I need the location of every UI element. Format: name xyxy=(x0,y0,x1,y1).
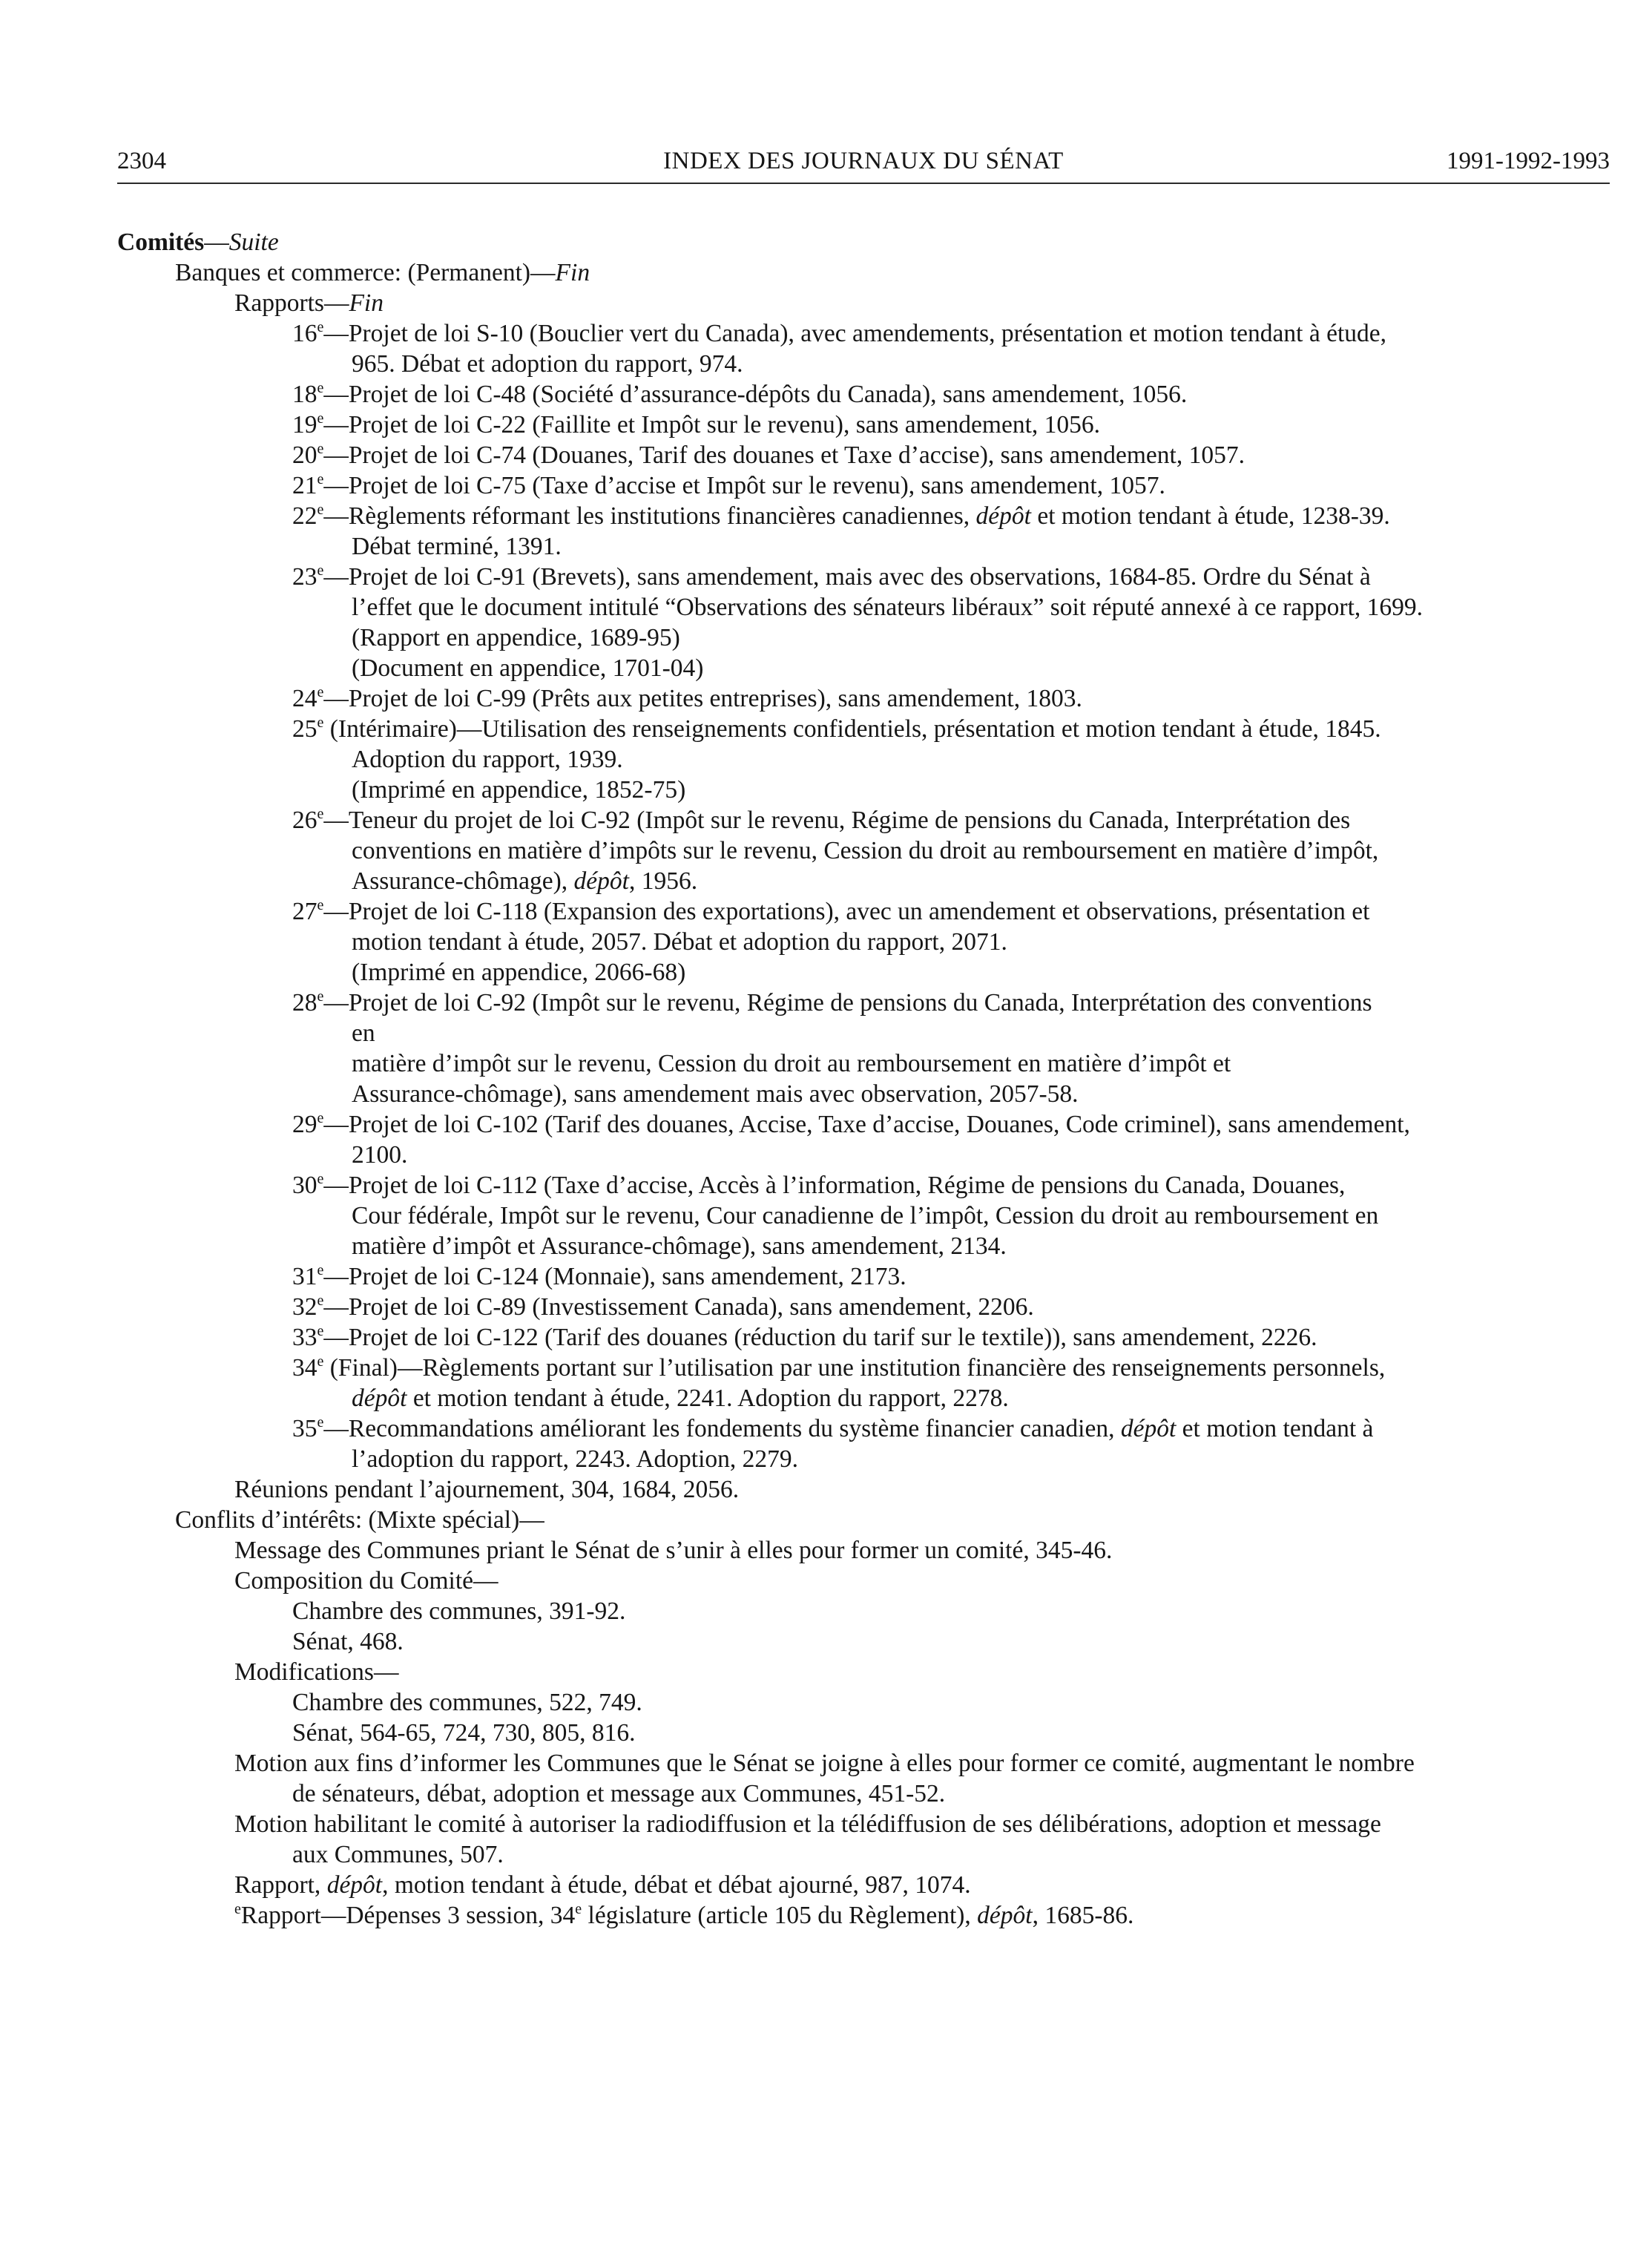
entry-text: Rapport—Dépenses 3 xyxy=(240,1902,460,1929)
index-line xyxy=(117,1505,1619,1535)
ordinal-suffix: e xyxy=(317,988,324,1005)
ordinal-suffix: e xyxy=(317,1171,324,1187)
entry-text: —Projet de loi C-74 (Douanes, Tarif des douanes et Taxe d’accise), sans amendement, 1057. xyxy=(323,441,1245,469)
entry-text: Rapports— xyxy=(234,289,349,317)
entry-text: Cour fédérale, Impôt sur le revenu, Cour canadienne de l’impôt, Cession du droit au remboursement en xyxy=(352,1202,1379,1229)
entry-text: —Projet de loi S-10 (Bouclier vert du Canada), avec amendements, présentation et motion tendant à étude, xyxy=(323,320,1387,347)
ordinal-suffix: e xyxy=(317,1323,324,1339)
session-years: 1991-1992-1993 xyxy=(1447,148,1610,174)
entry-text: Message des Communes priant le Sénat de s’unir à elles pour former un comité, 345-46. xyxy=(234,1537,1113,1564)
entry-text: , 1685-86. xyxy=(1032,1902,1134,1929)
index-line xyxy=(117,1201,1619,1231)
entry-text: —Règlements réformant les institutions financières canadiennes, xyxy=(323,502,976,530)
entry-text: , motion tendant à étude, débat et débat ajourné, 987, 1074. xyxy=(382,1871,971,1899)
entry-text: —Teneur du projet de loi C-92 (Impôt sur le revenu, Régime de pensions du Canada, Interprétation des xyxy=(323,807,1351,834)
report-number: 33 xyxy=(292,1324,317,1351)
index-line xyxy=(117,805,1619,835)
entry-text: Réunions pendant l’ajournement, 304, 1684, 2056. xyxy=(234,1476,740,1503)
entry-text: législature (article 105 du Règlement), xyxy=(582,1902,978,1929)
entry-text: Modifications— xyxy=(234,1658,399,1686)
ordinal-suffix: e xyxy=(317,562,324,579)
index-line xyxy=(117,835,1619,866)
report-number: 16 xyxy=(292,320,317,347)
index-line xyxy=(117,1353,1619,1383)
entry-text: aux Communes, 507. xyxy=(292,1841,504,1868)
index-line xyxy=(117,957,1619,988)
entry-text: (Imprimé en appendice, 2066-68) xyxy=(352,959,686,986)
entry-text: Conflits d’intérêts: (Mixte spécial)— xyxy=(175,1506,544,1534)
entry-text: —Recommandations améliorant les fondements du système financier canadien, xyxy=(323,1415,1121,1442)
report-number: 21 xyxy=(292,472,317,499)
index-line xyxy=(117,1383,1619,1413)
ordinal-suffix: e xyxy=(575,1901,582,1917)
entry-text: —Projet de loi C-112 (Taxe d’accise, Accès à l’information, Régime de pensions du Canada, Douanes, xyxy=(323,1172,1346,1199)
report-number: 24 xyxy=(292,685,317,712)
index-line xyxy=(117,683,1619,714)
entry-text: l’adoption du rapport, 2243. Adoption, 2279. xyxy=(352,1445,799,1473)
index-line xyxy=(117,896,1619,927)
entry-text: Sénat, 564-65, 724, 730, 805, 816. xyxy=(292,1719,636,1747)
index-line xyxy=(117,1474,1619,1505)
index-line xyxy=(117,227,1619,257)
entry-heading: Comités xyxy=(117,229,205,256)
entry-text: matière d’impôt sur le revenu, Cession du droit au remboursement en matière d’impôt et xyxy=(352,1050,1231,1077)
entry-text: —Projet de loi C-48 (Société d’assurance-dépôts du Canada), sans amendement, 1056. xyxy=(323,381,1188,408)
index-line xyxy=(117,1413,1619,1444)
report-number: 26 xyxy=(292,807,317,834)
entry-text: et motion tendant à étude, 1238-39. xyxy=(1030,502,1390,530)
entry-text: l’effet que le document intitulé “Observations des sénateurs libéraux” soit réputé annexé à ce rapport, 1699. xyxy=(352,594,1424,621)
index-line xyxy=(117,1900,1619,1931)
index-line xyxy=(117,1109,1619,1140)
ordinal-suffix: e xyxy=(317,319,324,335)
entry-text: —Projet de loi C-75 (Taxe d’accise et Impôt sur le revenu), sans amendement, 1057. xyxy=(323,472,1165,499)
header-rule xyxy=(117,183,1610,184)
index-line xyxy=(117,1018,1619,1048)
entry-emphasis: dépôt xyxy=(573,867,629,895)
entry-text: Motion aux fins d’informer les Communes que le Sénat se joigne à elles pour former ce comité, augmentant le nombre xyxy=(234,1750,1415,1777)
index-line xyxy=(117,410,1619,440)
entry-emphasis: dépôt xyxy=(1120,1415,1177,1442)
index-line xyxy=(117,927,1619,957)
report-number: 30 xyxy=(292,1172,317,1199)
entry-text: de sénateurs, débat, adoption et message aux Communes, 451-52. xyxy=(292,1780,946,1807)
entry-text: —Projet de loi C-22 (Faillite et Impôt sur le revenu), sans amendement, 1056. xyxy=(323,411,1101,439)
entry-text: —Projet de loi C-102 (Tarif des douanes, Accise, Taxe d’accise, Douanes, Code criminel), sans amendement, xyxy=(323,1111,1410,1138)
index-line xyxy=(117,1170,1619,1201)
entry-text: , 1956. xyxy=(628,867,698,895)
entry-text: —Projet de loi C-122 (Tarif des douanes (réduction du tarif sur le textile)), sans amendement, 2226. xyxy=(323,1324,1317,1351)
index-line xyxy=(117,592,1619,623)
index-line xyxy=(117,1048,1619,1079)
entry-text: (Imprimé en appendice, 1852-75) xyxy=(352,776,686,804)
entry-text: —Projet de loi C-92 (Impôt sur le revenu, Régime de pensions du Canada, Interprétation des conventions xyxy=(323,989,1372,1017)
report-number: 20 xyxy=(292,441,317,469)
ordinal-suffix: e xyxy=(317,684,324,700)
entry-text: matière d’impôt et Assurance-chômage), sans amendement, 2134. xyxy=(352,1232,1007,1260)
entry-text: (Rapport en appendice, 1689-95) xyxy=(352,624,680,651)
index-line xyxy=(117,1444,1619,1474)
entry-emphasis: dépôt xyxy=(352,1385,407,1412)
entry-text: —Projet de loi C-118 (Expansion des exportations), avec un amendement et observations, présentation et xyxy=(323,898,1370,925)
index-line xyxy=(117,1809,1619,1839)
entry-text: (Final)—Règlements portant sur l’utilisation par une institution financière des renseignements personnels, xyxy=(323,1354,1386,1382)
index-line xyxy=(117,1657,1619,1687)
index-line xyxy=(117,623,1619,653)
index-line xyxy=(117,1261,1619,1292)
report-number: 25 xyxy=(292,715,317,743)
entry-text: — xyxy=(204,229,229,256)
index-line xyxy=(117,1140,1619,1170)
entry-text: —Projet de loi C-99 (Prêts aux petites entreprises), sans amendement, 1803. xyxy=(323,685,1082,712)
entry-text: conventions en matière d’impôts sur le revenu, Cession du droit au remboursement en matière d’impôt, xyxy=(352,837,1379,864)
index-line xyxy=(117,1718,1619,1748)
entry-text: Chambre des communes, 522, 749. xyxy=(292,1689,642,1716)
entry-emphasis: Suite xyxy=(228,229,279,256)
index-line xyxy=(117,288,1619,318)
entry-text: 965. Débat et adoption du rapport, 974. xyxy=(352,350,743,378)
report-number: 28 xyxy=(292,989,317,1017)
entry-text: (Document en appendice, 1701-04) xyxy=(352,654,704,682)
report-number: 31 xyxy=(292,1263,317,1290)
index-line xyxy=(117,501,1619,531)
index-line xyxy=(117,318,1619,349)
entry-text: Rapport, xyxy=(234,1871,327,1899)
ordinal-suffix: e xyxy=(317,1293,324,1309)
ordinal-suffix: e xyxy=(317,897,324,913)
index-line xyxy=(117,988,1619,1018)
entry-text: Sénat, 468. xyxy=(292,1628,404,1655)
ordinal-suffix: e xyxy=(317,715,324,731)
index-line xyxy=(117,440,1619,470)
index-line xyxy=(117,1292,1619,1322)
ordinal-suffix: e xyxy=(317,1262,324,1278)
entry-text: 2100. xyxy=(352,1141,408,1169)
ordinal-suffix: e xyxy=(317,471,324,487)
index-line xyxy=(117,1231,1619,1261)
entry-text: Adoption du rapport, 1939. xyxy=(352,746,623,773)
ordinal-suffix: e xyxy=(317,380,324,396)
index-body xyxy=(117,227,1619,1931)
entry-text: —Projet de loi C-91 (Brevets), sans amendement, mais avec des observations, 1684-85. Ordre du Sénat à xyxy=(323,563,1371,591)
entry-text: —Projet de loi C-124 (Monnaie), sans amendement, 2173. xyxy=(323,1263,906,1290)
entry-text: Motion habilitant le comité à autoriser la radiodiffusion et la télédiffusion de ses délibérations, adoption et message xyxy=(234,1810,1381,1838)
report-number: 19 xyxy=(292,411,317,439)
index-line xyxy=(117,1748,1619,1779)
entry-emphasis: dépôt xyxy=(326,1871,383,1899)
entry-text: Chambre des communes, 391-92. xyxy=(292,1597,626,1625)
index-line xyxy=(117,1079,1619,1109)
entry-text: Composition du Comité— xyxy=(234,1567,498,1595)
report-number: 23 xyxy=(292,563,317,591)
ordinal-suffix: e xyxy=(317,1353,324,1370)
index-line xyxy=(117,470,1619,501)
ordinal-suffix: e xyxy=(317,441,324,457)
index-line xyxy=(117,866,1619,896)
entry-text: session, 34 xyxy=(459,1902,576,1929)
ordinal-suffix: e xyxy=(317,410,324,427)
index-line xyxy=(117,1870,1619,1900)
report-number: 18 xyxy=(292,381,317,408)
report-number: 22 xyxy=(292,502,317,530)
entry-text: et motion tendant à xyxy=(1176,1415,1374,1442)
entry-text: Assurance-chômage), xyxy=(352,867,574,895)
report-number: 29 xyxy=(292,1111,317,1138)
index-line xyxy=(117,744,1619,775)
index-line xyxy=(117,349,1619,379)
ordinal-suffix: e xyxy=(234,1901,241,1917)
index-line xyxy=(117,775,1619,805)
index-line xyxy=(117,1535,1619,1566)
entry-emphasis: dépôt xyxy=(975,502,1031,530)
entry-text: motion tendant à étude, 2057. Débat et adoption du rapport, 2071. xyxy=(352,928,1007,956)
report-number: 27 xyxy=(292,898,317,925)
running-title: INDEX DES JOURNAUX DU SÉNAT xyxy=(663,148,1064,174)
ordinal-suffix: e xyxy=(317,806,324,822)
index-line xyxy=(117,1596,1619,1626)
ordinal-suffix: e xyxy=(317,1110,324,1126)
index-line xyxy=(117,1626,1619,1657)
index-line xyxy=(117,257,1619,288)
entry-text: Banques et commerce: (Permanent)— xyxy=(175,259,556,286)
entry-text: en xyxy=(352,1019,375,1047)
entry-text: et motion tendant à étude, 2241. Adoption du rapport, 2278. xyxy=(407,1385,1009,1412)
entry-text: (Intérimaire)—Utilisation des renseignements confidentiels, présentation et motion tendant à étude, 1845. xyxy=(323,715,1381,743)
index-line xyxy=(117,531,1619,562)
ordinal-suffix: e xyxy=(317,1414,324,1431)
index-line xyxy=(117,1322,1619,1353)
index-line xyxy=(117,562,1619,592)
index-line xyxy=(117,1779,1619,1809)
index-line xyxy=(117,1566,1619,1596)
page-header xyxy=(117,142,1610,180)
entry-emphasis: dépôt xyxy=(977,1902,1033,1929)
index-line xyxy=(117,653,1619,683)
report-number: 35 xyxy=(292,1415,317,1442)
report-number: 34 xyxy=(292,1354,317,1382)
index-line xyxy=(117,714,1619,744)
entry-text: Débat terminé, 1391. xyxy=(352,533,562,560)
entry-text: Assurance-chômage), sans amendement mais avec observation, 2057-58. xyxy=(352,1080,1079,1108)
report-number: 32 xyxy=(292,1293,317,1321)
entry-emphasis: Fin xyxy=(555,259,590,286)
entry-text: —Projet de loi C-89 (Investissement Canada), sans amendement, 2206. xyxy=(323,1293,1034,1321)
page-number: 2304 xyxy=(117,148,166,174)
index-line xyxy=(117,1687,1619,1718)
ordinal-suffix: e xyxy=(317,502,324,518)
entry-emphasis: Fin xyxy=(349,289,384,317)
index-line xyxy=(117,1839,1619,1870)
index-line xyxy=(117,379,1619,410)
